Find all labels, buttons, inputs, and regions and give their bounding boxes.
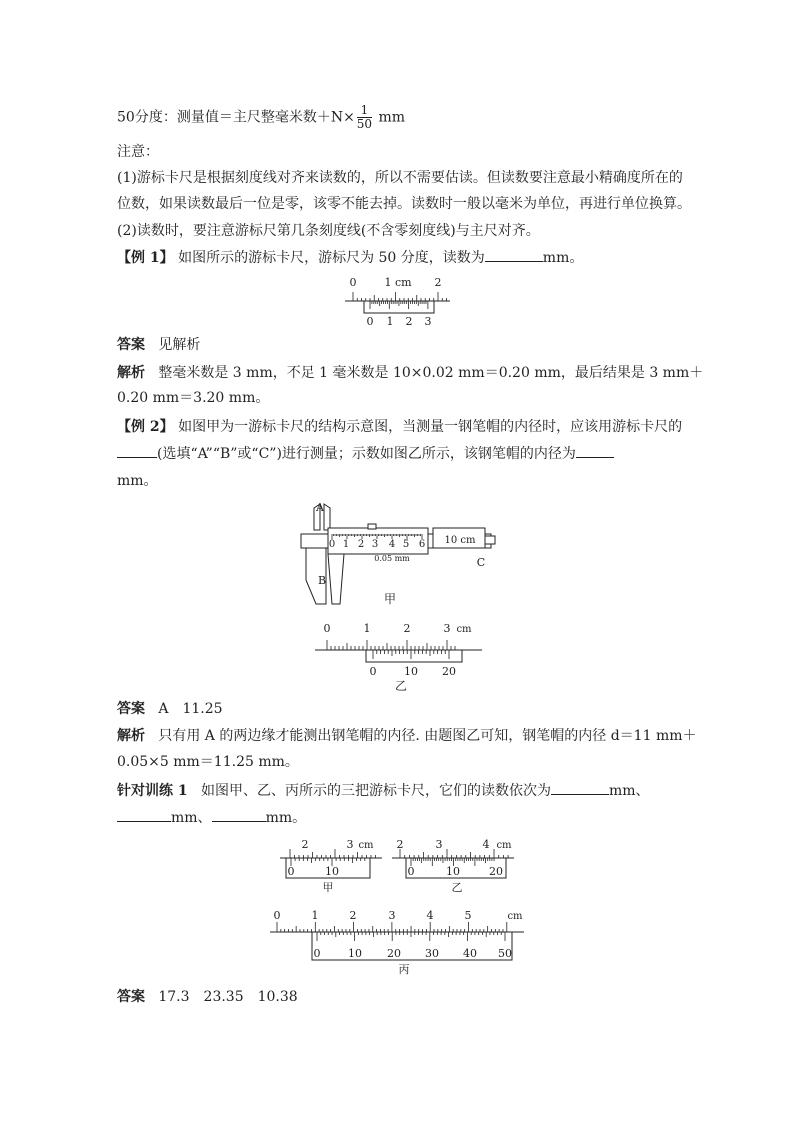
pb-main-ticks (277, 922, 507, 932)
analysis-label: 解析 (117, 365, 145, 381)
example2-answer (117, 700, 223, 718)
pb-main-label-0: 0 (273, 909, 281, 922)
py-caption: 乙 (451, 881, 463, 894)
example1-caliper-figure (340, 272, 470, 332)
py-vernier-label-1: 10 (446, 865, 460, 878)
ex1-main-label-1: 1 cm (384, 276, 412, 289)
practice1-unit-2: mm、 (171, 810, 212, 826)
example2-reading-figure (310, 620, 490, 692)
example2-analysis-line-2: 0.05×5 mm＝11.25 mm。 (117, 754, 299, 770)
ex1-main-ticks (353, 292, 447, 301)
practice1-unit-1: mm、 (608, 783, 650, 799)
ex1-vernier-ticks (370, 301, 428, 309)
ex1-main-label-2: 2 (434, 276, 442, 289)
example2-choice-blank[interactable] (117, 445, 157, 458)
jia-caption: 甲 (383, 592, 397, 606)
label-a: A (316, 501, 324, 514)
answer-label: 答案 (117, 701, 145, 717)
practice1-blank-1[interactable] (551, 782, 609, 795)
pb-vernier-ticks (317, 932, 505, 941)
analysis-text: 只有用 A 的两边缘才能测出钢笔帽的内径. 由题图乙可知，钢笔帽的内径 d＝11 mm＋ (158, 728, 697, 744)
jia-end-label: 10 cm (444, 535, 476, 546)
example2-question-text: 如图甲为一游标卡尺的结构示意图，当测量一钢笔帽的内径时，应该用游标卡尺的 (178, 419, 683, 435)
jia-digit-1: 1 (342, 539, 350, 550)
pb-unit: cm (507, 911, 523, 922)
pb-vernier-label-1: 10 (348, 947, 362, 960)
notes-heading: 注意： (117, 144, 159, 160)
pb-vernier-label-5: 50 (498, 947, 512, 960)
practice1-question-line-2 (117, 809, 306, 827)
example2-label: 【例 2】 (117, 419, 174, 435)
formula-prefix: 50分度：测量值＝主尺整毫米数＋N× (117, 109, 355, 126)
py-vernier-label-2: 20 (489, 865, 503, 878)
analysis-text: 整毫米数是 3 mm，不足 1 毫米数是 10×0.02 mm＝0.20 mm，最后结果是 3 mm＋ (158, 365, 704, 381)
ex1-vernier-label-3: 3 (424, 315, 432, 328)
fraction (357, 104, 372, 131)
note-1-line-1: (1)游标卡尺是根据刻度线对齐来读数的，所以不需要估读。但读数要注意最小精确度所在的 (117, 170, 683, 186)
ex1-main-label-0: 0 (349, 276, 357, 289)
yi-vernier-label-0: 0 (369, 665, 377, 678)
jaw-b-moving (328, 554, 344, 604)
example1-question-text: 如图所示的游标卡尺，游标尺为 50 分度，读数为 (178, 250, 485, 266)
answer-value: A 11.25 (158, 701, 223, 717)
practice1-question-line-1 (117, 782, 650, 800)
practice-jia-figure (278, 836, 388, 894)
pb-vernier-label-2: 20 (387, 947, 401, 960)
example2-diameter-blank[interactable] (576, 445, 614, 458)
example1-answer (117, 336, 200, 354)
ex1-vernier-label-1: 1 (386, 315, 394, 328)
jaw-a-moving (324, 504, 330, 530)
example2-question-line-1 (117, 418, 682, 436)
pb-vernier-label-0: 0 (313, 947, 321, 960)
answer-value: 17.3 23.35 10.38 (158, 989, 298, 1005)
label-c: C (476, 556, 486, 569)
lock-screw (368, 524, 376, 529)
formula-line (117, 104, 405, 131)
pb-caption: 丙 (398, 963, 410, 976)
yi-vernier-label-1: 10 (404, 665, 418, 678)
practice-yi-figure (390, 836, 520, 894)
answer-value: 见解析 (158, 337, 201, 353)
pb-vernier-label-4: 40 (463, 947, 477, 960)
yi-vernier-ticks (373, 650, 449, 659)
pb-vernier-label-3: 30 (425, 947, 439, 960)
yi-unit: cm (456, 624, 472, 635)
example1-analysis-line-2: 0.20 mm＝3.20 mm。 (117, 390, 270, 406)
jia-digit-0: 0 (328, 539, 336, 550)
yi-main-ticks (327, 640, 455, 650)
practice-bing-figure (268, 906, 528, 978)
practice1-answer (117, 988, 298, 1006)
pb-main-label-3: 3 (388, 909, 396, 922)
yi-caption: 乙 (394, 679, 408, 693)
pj-caption: 甲 (322, 881, 334, 894)
ex1-vernier-label-2: 2 (405, 315, 413, 328)
example2-analysis-line-1 (117, 727, 697, 745)
example2-question-line-2 (117, 445, 614, 463)
pj-vernier-label-1: 10 (325, 865, 339, 878)
pj-vernier-label-0: 0 (287, 865, 295, 878)
py-main-label-0: 2 (396, 838, 404, 851)
example1-question (117, 249, 583, 267)
py-unit: cm (496, 840, 512, 851)
answer-label: 答案 (117, 989, 145, 1005)
note-1-line-2: 位数，如果读数最后一位是零，该零不能去掉。读数时一般以毫米为单位，再进行单位换算。 (117, 196, 691, 212)
note-2: (2)读数时，要注意游标尺第几条刻度线(不含零刻度线)与主尺对齐。 (117, 223, 540, 239)
py-vernier-label-0: 0 (407, 865, 415, 878)
yi-main-label-0: 0 (323, 622, 331, 635)
pj-main-label-1: 3 (346, 838, 354, 851)
pb-main-label-2: 2 (349, 909, 357, 922)
practice1-blank-3[interactable] (212, 809, 266, 822)
jia-scale-note: 0.05 mm (374, 554, 410, 563)
pb-main-label-5: 5 (464, 909, 472, 922)
pj-main-label-0: 2 (301, 838, 309, 851)
pb-vernier-body (312, 932, 512, 960)
depth-rod (485, 536, 495, 544)
example1-analysis-line-1 (117, 364, 703, 382)
yi-vernier-label-2: 20 (442, 665, 456, 678)
example1-unit: mm。 (542, 250, 584, 266)
jia-digit-5: 5 (402, 539, 410, 550)
practice1-question-text: 如图甲、乙、丙所示的三把游标卡尺，它们的读数依次为 (200, 783, 551, 799)
practice1-unit-3: mm。 (265, 810, 307, 826)
practice1-label: 针对训练 1 (117, 783, 188, 799)
ex1-vernier-label-0: 0 (366, 315, 374, 328)
py-main-label-2: 4 (482, 838, 490, 851)
example1-answer-blank[interactable] (485, 249, 543, 262)
practice1-blank-2[interactable] (117, 809, 171, 822)
py-main-label-1: 3 (435, 838, 443, 851)
jia-digit-6: 6 (418, 539, 426, 550)
py-main-ticks (400, 849, 508, 858)
yi-main-label-2: 2 (403, 622, 411, 635)
caliper-structure-figure (298, 500, 498, 610)
label-b: B (317, 574, 327, 587)
jia-digit-2: 2 (357, 539, 365, 550)
formula-unit: mm (378, 109, 406, 126)
jia-digit-4: 4 (388, 539, 396, 550)
example1-label: 【例 1】 (117, 250, 174, 266)
fraction-numerator: 1 (357, 104, 372, 118)
example2-question-mid: (选填“A”“B”或“C”)进行测量；示数如图乙所示，该钢笔帽的内径为 (157, 446, 576, 462)
pb-main-label-4: 4 (426, 909, 434, 922)
analysis-label: 解析 (117, 728, 145, 744)
jia-digit-3: 3 (371, 539, 379, 550)
example2-question-line-3: mm。 (117, 473, 158, 489)
pb-main-label-1: 1 (311, 909, 319, 922)
yi-main-label-1: 1 (363, 622, 371, 635)
answer-label: 答案 (117, 337, 145, 353)
fraction-denominator: 50 (356, 117, 373, 131)
yi-main-label-3: 3 (443, 622, 451, 635)
pj-unit: cm (358, 840, 374, 851)
